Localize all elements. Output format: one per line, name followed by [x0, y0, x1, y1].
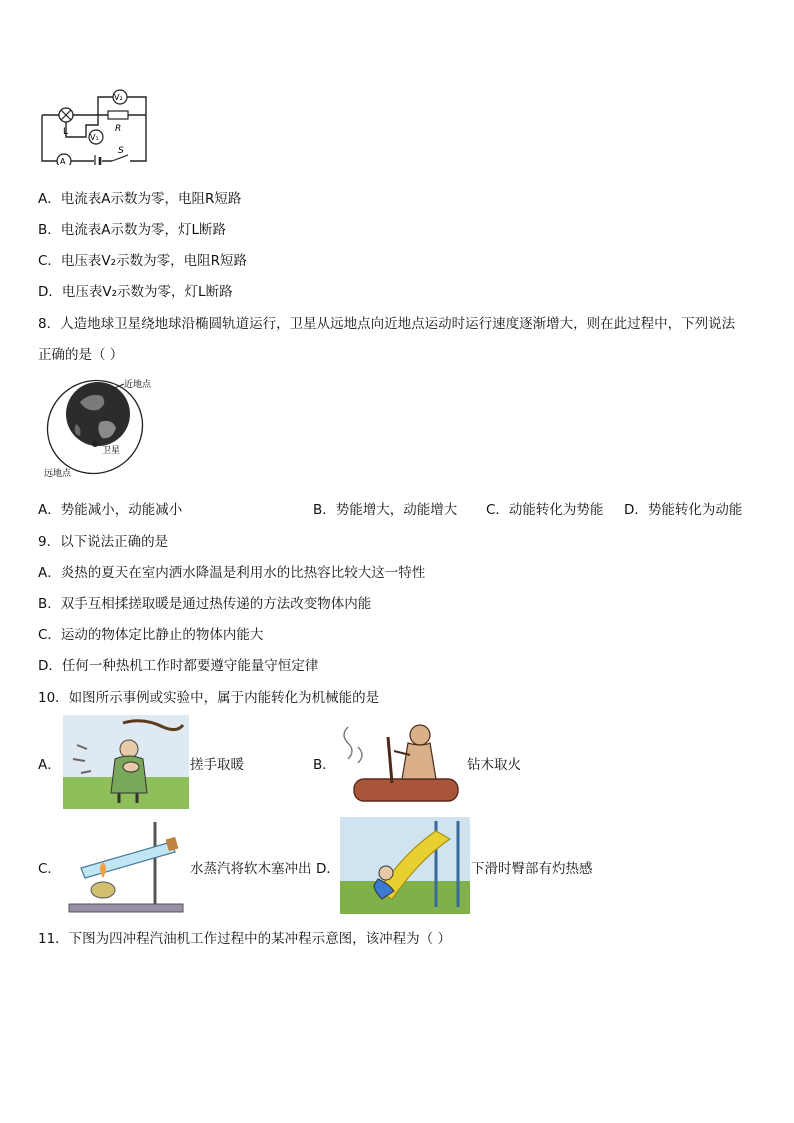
- q10-stem: 10．如图所示事例或实验中，属于内能转化为机械能的是: [38, 690, 380, 706]
- drilling-wood-fire-image: [336, 713, 466, 809]
- resistor-symbol: [108, 111, 128, 119]
- q9-stem: 9．以下说法正确的是: [38, 534, 169, 550]
- label-l: L: [63, 127, 69, 137]
- label-perigee: 近地点: [124, 380, 152, 390]
- q9-option-c: C．运动的物体定比静止的物体内能大: [38, 627, 264, 643]
- q10-option-b-letter: B．: [313, 757, 336, 773]
- label-a: A: [60, 157, 66, 165]
- q8-stem-line2: 正确的是（ ）: [38, 347, 124, 363]
- label-v1: V₁: [90, 133, 99, 142]
- q9-option-b: B．双手互相揉搓取暖是通过热传递的方法改变物体内能: [38, 596, 372, 612]
- q8-option-d: D．势能转化为动能: [624, 502, 743, 518]
- steam-cork-experiment-image: [63, 818, 189, 914]
- rubbing-hands-image: [63, 715, 189, 809]
- q10-option-c-letter: C．: [38, 861, 61, 877]
- q9-option-a: A．炎热的夏天在室内洒水降温是利用水的比热容比较大这一特性: [38, 565, 426, 581]
- q10-option-d-text: 下滑时臀部有灼热感: [471, 861, 593, 877]
- q8-option-c: C．动能转化为势能: [486, 502, 604, 518]
- q7-option-c: C．电压表V₂示数为零，电阻R短路: [38, 253, 247, 269]
- q8-option-a: A．势能减小，动能减小: [38, 502, 183, 518]
- label-s: S: [118, 146, 124, 156]
- slide-image: [340, 817, 470, 914]
- q7-option-b: B．电流表A示数为零，灯L断路: [38, 222, 227, 238]
- q8-stem-line1: 8．人造地球卫星绕地球沿椭圆轨道运行，卫星从远地点向近地点运动时运行速度逐渐增大，则在此过程中，下列说法: [38, 316, 736, 332]
- satellite-orbit-figure: [40, 372, 170, 482]
- label-apogee: 远地点: [44, 469, 72, 479]
- q7-option-d: D．电压表V₂示数为零，灯L断路: [38, 284, 233, 300]
- q10-option-a-text: 搓手取暖: [190, 757, 244, 773]
- earth-globe: [66, 382, 130, 446]
- q7-option-a: A．电流表A示数为零，电阻R短路: [38, 191, 242, 207]
- q10-option-c-text: 水蒸汽将软木塞冲出: [190, 861, 312, 877]
- label-r: R: [115, 124, 122, 134]
- satellite-dot: [92, 441, 98, 447]
- label-satellite: 卫星: [102, 446, 121, 456]
- q10-option-b-text: 钻木取火: [467, 757, 521, 773]
- label-v2: V₂: [114, 93, 123, 102]
- q10-option-a-letter: A．: [38, 757, 61, 773]
- q11-stem: 11．下图为四冲程汽油机工作过程中的某冲程示意图，该冲程为（ ）: [38, 931, 451, 947]
- q10-option-d-letter: D．: [316, 861, 340, 877]
- q9-option-d: D．任何一种热机工作时都要遵守能量守恒定律: [38, 658, 319, 674]
- circuit-diagram: [38, 85, 150, 165]
- q8-option-b: B．势能增大，动能增大: [313, 502, 458, 518]
